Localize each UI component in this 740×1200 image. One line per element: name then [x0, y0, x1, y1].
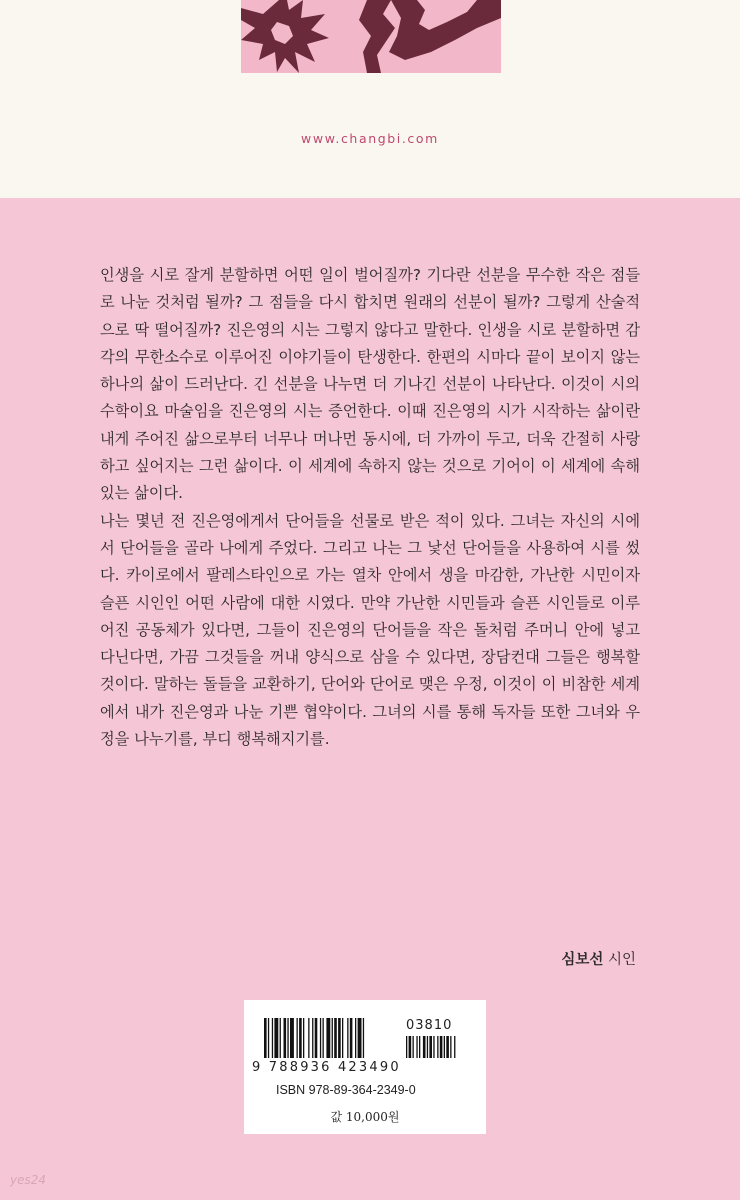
publisher-website: www.changbi.com — [301, 131, 439, 146]
book-price: 값 10,000원 — [330, 1110, 400, 1124]
watermark-logo: yes24 — [10, 1173, 47, 1187]
isbn-number: ISBN 978-89-364-2349-0 — [276, 1083, 416, 1097]
barcode-digits: 9 788936 423490 — [252, 1060, 401, 1075]
blurb-paragraph-1: 인생을 시로 잘게 분할하면 어떤 일이 벌어질까? 기다란 선분을 무수한 작은 점들로 나눈 것처럼 될까? 그 점들을 다시 합치면 원래의 선분이 될까? 그렇게 산술적으로 딱 떨어질까? 진은영의 시는 그렇지 않다고 말한다. 인생을 시로 분할하면 감각의 무한소수로 이루어진 이야기들이 탄생한다. 한편의 시마다 끝이 보이지 않는 하나의 삶이 드러난다. 긴 선분을 나누면 더 기나긴 선분이 나타난다. 이것이 시의 수학이요 마술임을 진은영의 시는 증언한다. 이때 진은영의 시가 시작하는 삶이란 내게 주어진 삶으로부터 너무나 머나먼 동시에, 더 가까이 두고, 더욱 간절히 사랑하고 싶어지는 그런 삶이다. 이 세계에 속하지 않는 것으로 기어이 이 세계에 속해 있는 삶이다. — [100, 266, 640, 503]
blurb-text — [100, 262, 640, 753]
cover-artwork — [241, 0, 501, 73]
top-cream-area — [0, 0, 740, 198]
blurb-paragraph-2: 나는 몇년 전 진은영에게서 단어들을 선물로 받은 적이 있다. 그녀는 자신의 시에서 단어들을 골라 나에게 주었다. 그리고 나는 그 낯선 단어들을 사용하여 시를 썼다. 카이로에서 팔레스타인으로 가는 열차 안에서 생을 마감한, 가난한 시민이자 슬픈 시인인 어떤 사람에 대한 시였다. 만약 가난한 시민들과 슬픈 시인들로 이루어진 공동체가 있다면, 그들이 진은영의 단어들을 작은 돌처럼 주머니 안에 넣고 다닌다면, 가끔 그것들을 꺼내 양식으로 삼을 수 있다면, 장담컨대 그들은 행복할 것이다. 말하는 돌들을 교환하기, 단어와 단어로 맺은 우정, 이것이 이 비참한 세계에서 내가 진은영과 나눈 기쁜 협약이다. 그녀의 시를 통해 독자들 또한 그녀와 우정을 나누기를, 부디 행복해지기를. — [100, 511, 640, 749]
barcode-addon-code: 03810 — [406, 1018, 453, 1033]
star-artwork-icon — [241, 0, 501, 73]
author-role: 시인 — [607, 952, 636, 968]
author-name: 심보선 — [561, 952, 604, 968]
barcode-panel — [244, 1000, 486, 1134]
blurb-author — [561, 948, 636, 969]
